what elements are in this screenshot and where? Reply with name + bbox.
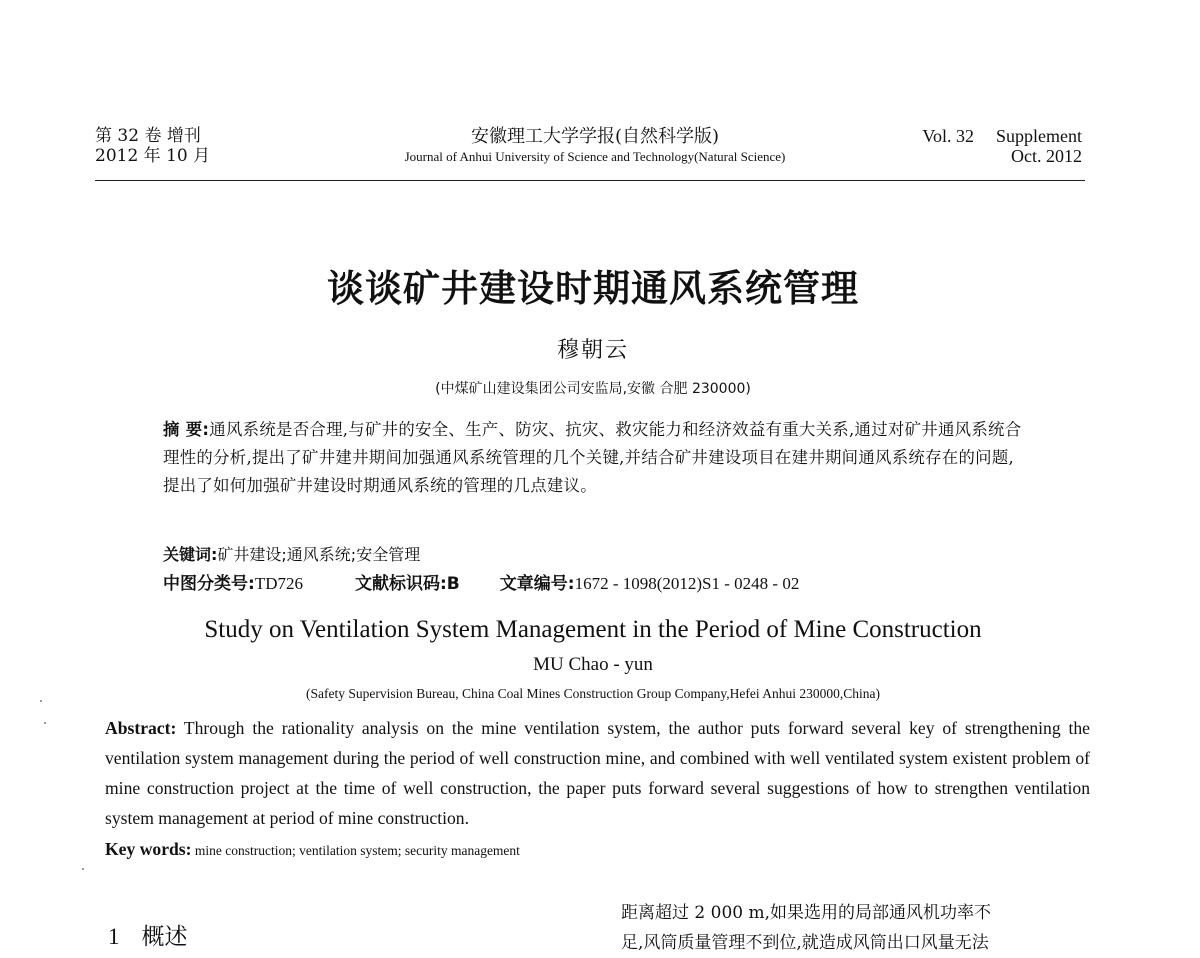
header-divider — [95, 180, 1085, 181]
scan-speck — [82, 868, 84, 870]
author-en: MU Chao - yun — [533, 654, 653, 675]
keywords-en — [105, 839, 520, 860]
body-line: 距离超过 2 000 m,如果选用的局部通风机功率不 — [621, 903, 991, 923]
journal-name-en: Journal of Anhui University of Science and Technology(Natural Science) — [404, 149, 786, 164]
affiliation-cn: (中煤矿山建设集团公司安监局,安徽 合肥 230000) — [435, 381, 751, 397]
keywords-text-cn: 矿井建设;通风系统;安全管理 — [217, 545, 421, 564]
article-title-cn: 谈谈矿井建设时期通风系统管理 — [327, 267, 859, 310]
abstract-en — [105, 713, 1090, 833]
header-journal-name — [300, 126, 890, 166]
header-date-en: Oct. 2012 — [1011, 146, 1082, 166]
body-right-column — [621, 898, 1093, 958]
article-id-label: 文章编号: — [499, 574, 575, 594]
abstract-text-cn: 通风系统是否合理,与矿井的安全、生产、防灾、抗灾、救灾能力和经济效益有重大关系,通过对矿井通风系统合理性的分析,提出了矿井建井期间加强通风系统管理的几个关键,并结合矿井建设项目在建井期间通风系统存在的问题,提出了如何加强矿井建设时期通风系统的管理的几点建议。 — [163, 420, 1022, 495]
header-date-cn: 2012 年 10 月 — [95, 146, 211, 166]
doc-code-value: B — [446, 574, 460, 594]
clc-value: TD726 — [254, 574, 303, 593]
section-title: 概述 — [141, 924, 188, 950]
article-title-en: Study on Ventilation System Management in the Period of Mine Construction — [204, 616, 982, 643]
keywords-label-cn: 关键词: — [163, 545, 218, 564]
section-number: 1 — [108, 924, 120, 949]
header-volume-info-cn — [95, 126, 210, 166]
section-heading — [108, 918, 188, 951]
abstract-label-cn: 摘 要: — [163, 420, 210, 439]
doc-code-label: 文献标识码: — [354, 574, 447, 594]
journal-name-cn: 安徽理工大学学报(自然科学版) — [470, 126, 720, 147]
header-volume-info-en — [922, 126, 1082, 166]
header-volume-cn: 第 32 卷 增刊 — [95, 126, 201, 146]
header-volume-en: Vol. 32 — [922, 126, 974, 146]
body-line: 足,风筒质量管理不到位,就造成风筒出口风量无法 — [621, 933, 989, 953]
keywords-label-en: Key words: — [105, 839, 192, 859]
affiliation-en: (Safety Supervision Bureau, China Coal Mines Construction Group Company,Hefei Anhui 230000,China) — [306, 686, 880, 701]
author-cn: 穆朝云 — [556, 338, 629, 363]
keywords-cn — [163, 542, 420, 565]
abstract-label-en: Abstract: — [105, 718, 177, 738]
abstract-cn — [163, 416, 1025, 500]
article-id-value: 1672 - 1098(2012)S1 - 0248 - 02 — [574, 574, 800, 593]
abstract-text-en: Through the rationality analysis on the mine ventilation system, the author puts forward several key of strengthening the ventilation system management during the period of well construction mine, and combined with well ventilated system existent problem of mine construction project at the time of well construction, the paper puts forward several suggestions of how to strengthen ventilation system management at period of mine construction. — [105, 718, 1090, 828]
header-issue-en: Supplement — [996, 126, 1082, 146]
keywords-text-en: mine construction; ventilation system; security management — [191, 843, 520, 858]
clc-label: 中图分类号: — [163, 574, 255, 594]
scan-speck — [40, 700, 42, 702]
classification-line — [163, 569, 799, 594]
scan-speck — [44, 722, 46, 724]
